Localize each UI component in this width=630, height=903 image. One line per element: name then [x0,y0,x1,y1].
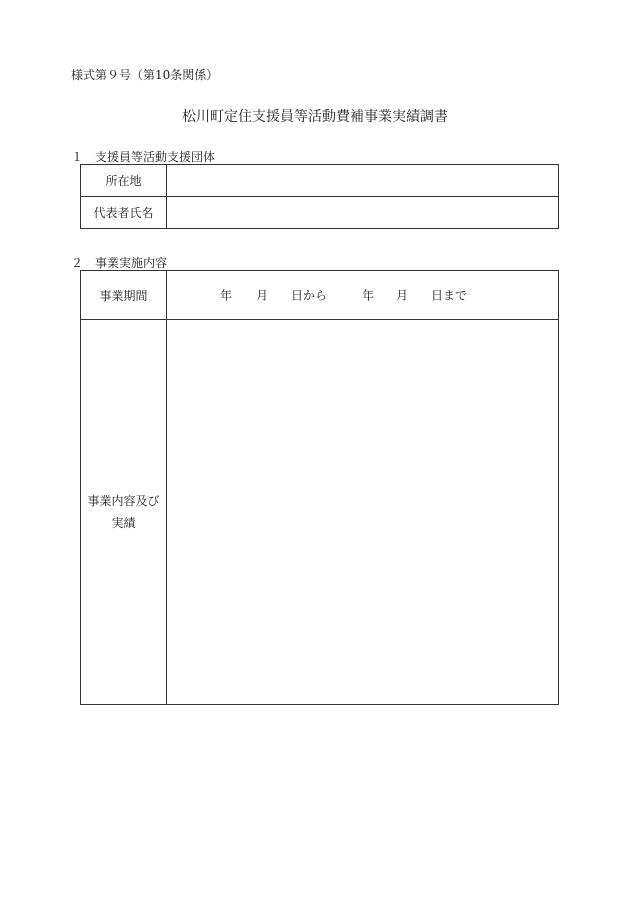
start-month-text: 月 [256,288,269,303]
end-month-text: 月 [396,288,409,303]
table-row [81,197,559,229]
table-row [81,271,559,320]
activity-table [80,270,559,705]
address-field[interactable] [167,165,559,197]
project-period-label: 事業期間 [81,271,167,320]
project-period-field[interactable] [167,271,559,320]
start-day-text: 日から [291,288,328,303]
address-label: 所在地 [81,165,167,197]
section2-heading [71,254,167,271]
end-year-text: 年 [362,288,375,303]
section2-heading-text: 事業実施内容 [95,256,168,270]
representative-name-field[interactable] [167,197,559,229]
table-row [81,320,559,705]
project-content-label [81,320,167,705]
form-number: 様式第９号（第10条関係） [71,68,219,82]
start-year-text: 年 [220,288,233,303]
end-day-text: 日まで [431,288,468,303]
project-content-field[interactable] [167,320,559,705]
section1-number: １ [71,150,84,164]
section2-number: ２ [71,256,84,270]
section1-heading [71,148,215,165]
organization-table [80,164,559,229]
table-row [81,165,559,197]
section1-heading-text: 支援員等活動支援団体 [95,150,216,164]
representative-name-label: 代表者氏名 [81,197,167,229]
project-content-label-line1: 事業内容及び [87,494,160,508]
document-title: 松川町定住支援員等活動費補事業実績調書 [182,109,448,125]
project-content-label-line2: 実績 [111,516,136,530]
